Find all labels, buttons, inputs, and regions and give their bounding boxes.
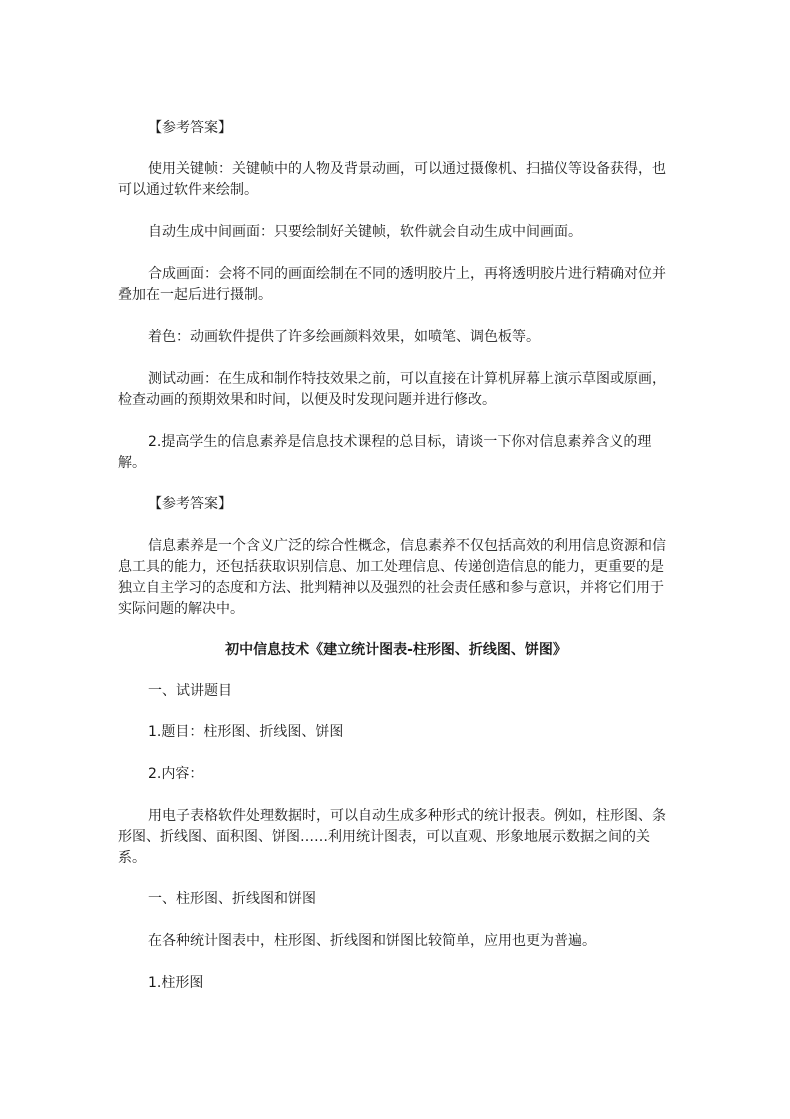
answer-heading-1: 【参考答案】 <box>148 120 232 136</box>
paragraph-auto-inbetween: 自动生成中间画面：只要绘制好关键帧，软件就会自动生成中间画面。 <box>148 224 582 240</box>
heading-chart-types: 一、柱形图、折线图和饼图 <box>148 891 316 907</box>
paragraph-info-literacy: 信息素养是一个含义广泛的综合性概念，信息素养不仅包括高效的利用信息资源和信息工具的能力，还包括获取识别信息、加工处理信息、传递创造信息的能力，更重要的是独立自主学习的态度和方法、批判精神以及强烈的社会责任感和参与意识，并将它们用于实际问题的解决中。 <box>118 538 666 617</box>
item-content: 2.内容： <box>148 766 204 782</box>
paragraph-test-animation: 测试动画：在生成和制作特技效果之前，可以直接在计算机屏幕上演示草图或原画，检查动画的预期效果和时间，以便及时发现问题并进行修改。 <box>118 371 666 408</box>
paragraph-coloring: 着色：动画软件提供了许多绘画颜料效果，如喷笔、调色板等。 <box>148 329 540 345</box>
paragraph-compositing: 合成画面：会将不同的画面绘制在不同的透明胶片上，再将透明胶片进行精确对位并叠加在一起后进行摄制。 <box>118 266 666 303</box>
paragraph-common-charts: 在各种统计图表中，柱形图、折线图和饼图比较简单，应用也更为普遍。 <box>148 933 596 949</box>
item-topic: 1.题目：柱形图、折线图、饼图 <box>148 724 344 740</box>
heading-trial-topic: 一、试讲题目 <box>148 683 232 699</box>
paragraph-spreadsheet-charts: 用电子表格软件处理数据时，可以自动生成多种形式的统计报表。例如，柱形图、条形图、折线图、面积图、饼图……利用统计图表，可以直观、形象地展示数据之间的关系。 <box>118 808 666 866</box>
question-2: 2.提高学生的信息素养是信息技术课程的总目标，请谈一下你对信息素养含义的理解。 <box>118 434 652 471</box>
item-bar-chart: 1.柱形图 <box>148 975 204 991</box>
paragraph-keyframe: 使用关键帧：关键帧中的人物及背景动画，可以通过摄像机、扫描仪等设备获得，也可以通过软件来绘制。 <box>118 161 666 198</box>
lesson-title: 初中信息技术《建立统计图表-柱形图、折线图、饼图》 <box>225 642 567 658</box>
answer-heading-2: 【参考答案】 <box>148 496 232 512</box>
